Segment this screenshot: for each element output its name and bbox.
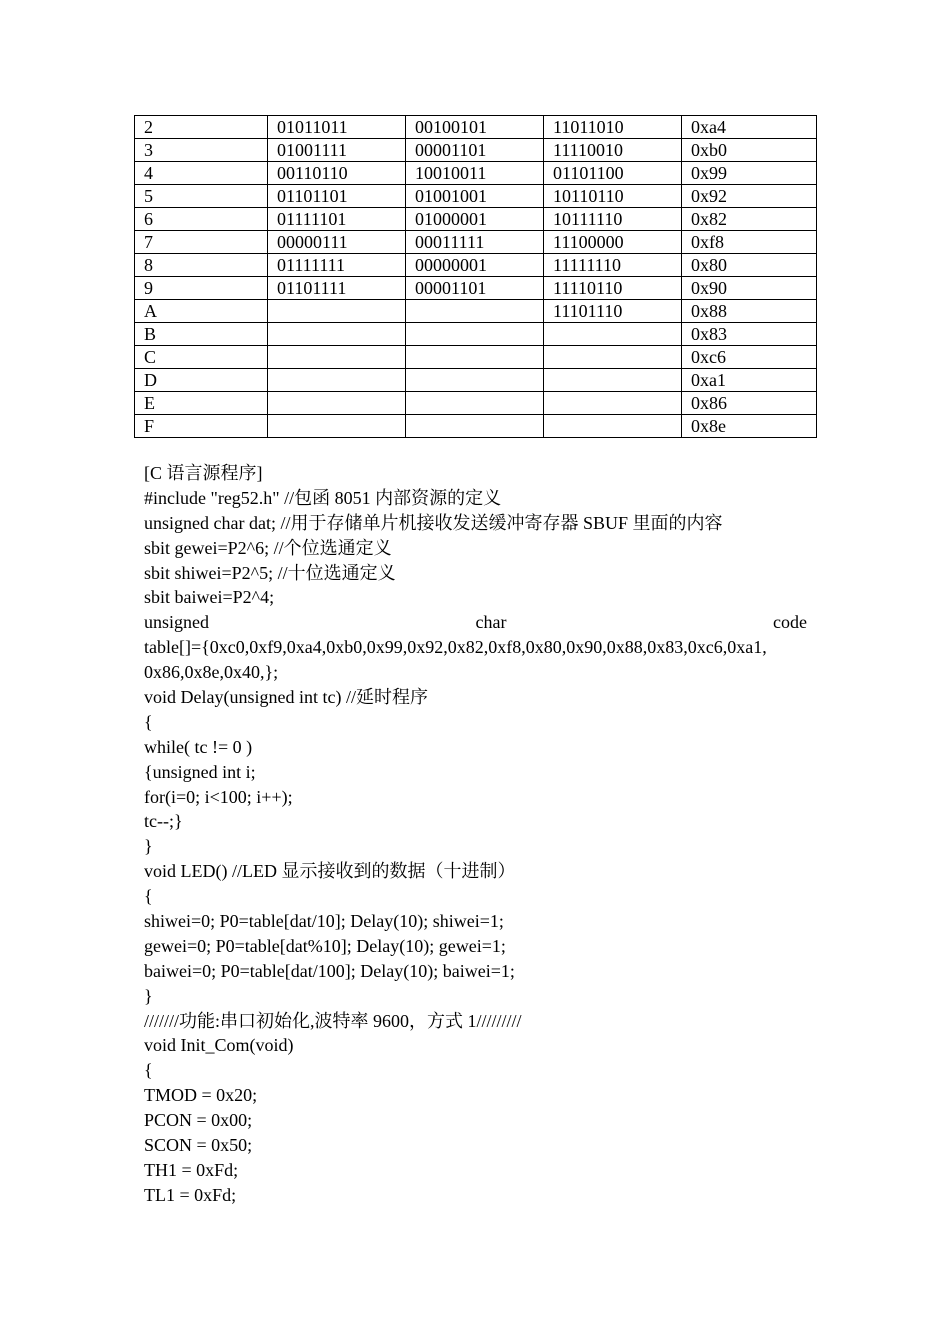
table-row xyxy=(135,185,817,208)
table-cell: 00000111 xyxy=(268,231,406,254)
code-line: gewei=0; P0=table[dat%10]; Delay(10); gewei=1; xyxy=(144,935,506,956)
code-token: unsigned xyxy=(144,612,209,633)
code-line: 0x86,0x8e,0x40,}; xyxy=(144,662,279,683)
table-cell xyxy=(544,392,682,415)
code-line: table[]={0xc0,0xf9,0xa4,0xb0,0x99,0x92,0x82,0xf8,0x80,0x90,0x88,0x83,0xc6,0xa1, xyxy=(144,637,767,658)
table-cell: D xyxy=(135,369,268,392)
table-cell: 0x80 xyxy=(682,254,817,277)
code-line: void Delay(unsigned int tc) //延时程序 xyxy=(144,687,428,708)
table-cell: 0xa4 xyxy=(682,116,817,139)
code-line: TH1 = 0xFd; xyxy=(144,1159,239,1180)
table-cell: 3 xyxy=(135,139,268,162)
code-line: shiwei=0; P0=table[dat/10]; Delay(10); shiwei=1; xyxy=(144,911,504,932)
table-cell: 7 xyxy=(135,231,268,254)
table-cell: 00110110 xyxy=(268,162,406,185)
table-cell: 11110010 xyxy=(544,139,682,162)
table-cell: 0xb0 xyxy=(682,139,817,162)
table-cell: 5 xyxy=(135,185,268,208)
table-cell: 0xa1 xyxy=(682,369,817,392)
table-cell: 11100000 xyxy=(544,231,682,254)
table-cell xyxy=(406,300,544,323)
table-cell xyxy=(406,369,544,392)
table-row xyxy=(135,415,817,438)
table-cell: 11110110 xyxy=(544,277,682,300)
table-cell: 11101110 xyxy=(544,300,682,323)
table-cell xyxy=(406,323,544,346)
code-line: {unsigned int i; xyxy=(144,761,256,782)
table-cell xyxy=(268,392,406,415)
code-token: char xyxy=(475,612,507,633)
table-cell: 9 xyxy=(135,277,268,300)
table-cell: 0xf8 xyxy=(682,231,817,254)
table-cell: 0x8e xyxy=(682,415,817,438)
table-row xyxy=(135,392,817,415)
code-line: sbit gewei=P2^6; //个位选通定义 xyxy=(144,537,392,558)
code-line: } xyxy=(144,985,153,1006)
table-row xyxy=(135,208,817,231)
code-line: unsigned char dat; //用于存储单片机接收发送缓冲寄存器 SBUF 里面的内容 xyxy=(144,512,723,533)
table-row xyxy=(135,254,817,277)
code-line: tc--;} xyxy=(144,811,183,832)
table-cell: F xyxy=(135,415,268,438)
table-cell: 0xc6 xyxy=(682,346,817,369)
code-line: #include "reg52.h" //包函 8051 内部资源的定义 xyxy=(144,487,502,508)
table-cell: 6 xyxy=(135,208,268,231)
section-heading: [C 语言源程序] xyxy=(144,463,263,483)
code-line: { xyxy=(144,1060,153,1081)
code-line: PCON = 0x00; xyxy=(144,1110,253,1131)
table-cell xyxy=(406,346,544,369)
table-cell: 10010011 xyxy=(406,162,544,185)
table-cell xyxy=(268,415,406,438)
table-cell: 2 xyxy=(135,116,268,139)
table-cell xyxy=(544,369,682,392)
code-line: void LED() //LED 显示接收到的数据（十进制） xyxy=(144,861,516,882)
table-cell: 01111101 xyxy=(268,208,406,231)
table-row xyxy=(135,116,817,139)
table-cell xyxy=(268,323,406,346)
table-row xyxy=(135,300,817,323)
table-cell: 0x99 xyxy=(682,162,817,185)
code-line: TL1 = 0xFd; xyxy=(144,1184,237,1205)
code-line: sbit baiwei=P2^4; xyxy=(144,587,275,608)
table-cell: 01101101 xyxy=(268,185,406,208)
table-row xyxy=(135,162,817,185)
table-cell: 00001101 xyxy=(406,139,544,162)
code-line-justified xyxy=(144,610,807,635)
table-cell: 0x88 xyxy=(682,300,817,323)
table-cell: 01000001 xyxy=(406,208,544,231)
table-cell: 01001111 xyxy=(268,139,406,162)
table-cell xyxy=(406,415,544,438)
table-body xyxy=(135,116,817,438)
table-cell xyxy=(268,300,406,323)
table-cell: 01011011 xyxy=(268,116,406,139)
table-cell: 01101100 xyxy=(544,162,682,185)
table-cell: 0x83 xyxy=(682,323,817,346)
table-cell: 00001101 xyxy=(406,277,544,300)
table-cell: 01001001 xyxy=(406,185,544,208)
table-row xyxy=(135,277,817,300)
table-cell: B xyxy=(135,323,268,346)
table-cell xyxy=(268,346,406,369)
code-line: SCON = 0x50; xyxy=(144,1135,253,1156)
table-cell: 00000001 xyxy=(406,254,544,277)
table-row xyxy=(135,369,817,392)
code-line: while( tc != 0 ) xyxy=(144,736,253,757)
table-row xyxy=(135,139,817,162)
table-cell: 01101111 xyxy=(268,277,406,300)
code-line: baiwei=0; P0=table[dat/100]; Delay(10); baiwei=1; xyxy=(144,960,515,981)
code-line: void Init_Com(void) xyxy=(144,1035,294,1056)
code-line: for(i=0; i<100; i++); xyxy=(144,786,293,807)
code-token: code xyxy=(773,612,807,633)
table-row xyxy=(135,231,817,254)
code-line: { xyxy=(144,711,153,732)
table-cell: 11011010 xyxy=(544,116,682,139)
table-cell: C xyxy=(135,346,268,369)
table-cell: 0x92 xyxy=(682,185,817,208)
table-cell: 0x86 xyxy=(682,392,817,415)
table-cell: 01111111 xyxy=(268,254,406,277)
table-cell: 10111110 xyxy=(544,208,682,231)
code-line: TMOD = 0x20; xyxy=(144,1085,258,1106)
table-cell: 00100101 xyxy=(406,116,544,139)
code-line: { xyxy=(144,886,153,907)
table-cell: 11111110 xyxy=(544,254,682,277)
table-cell xyxy=(544,415,682,438)
table-cell: 4 xyxy=(135,162,268,185)
code-line: } xyxy=(144,836,153,857)
table-cell: A xyxy=(135,300,268,323)
table-cell: 00011111 xyxy=(406,231,544,254)
table-cell xyxy=(544,323,682,346)
table-row xyxy=(135,346,817,369)
segment-code-table xyxy=(134,115,817,438)
table-cell xyxy=(268,369,406,392)
table-cell: 10110110 xyxy=(544,185,682,208)
table-cell: 0x90 xyxy=(682,277,817,300)
code-line: sbit shiwei=P2^5; //十位选通定义 xyxy=(144,562,396,583)
code-line: ///////功能:串口初始化,波特率 9600，方式 1///////// xyxy=(144,1010,522,1031)
table-cell: E xyxy=(135,392,268,415)
table-cell xyxy=(406,392,544,415)
table-row xyxy=(135,323,817,346)
c-source-listing xyxy=(144,461,807,1208)
table-cell: 0x82 xyxy=(682,208,817,231)
table-cell: 8 xyxy=(135,254,268,277)
table-cell xyxy=(544,346,682,369)
